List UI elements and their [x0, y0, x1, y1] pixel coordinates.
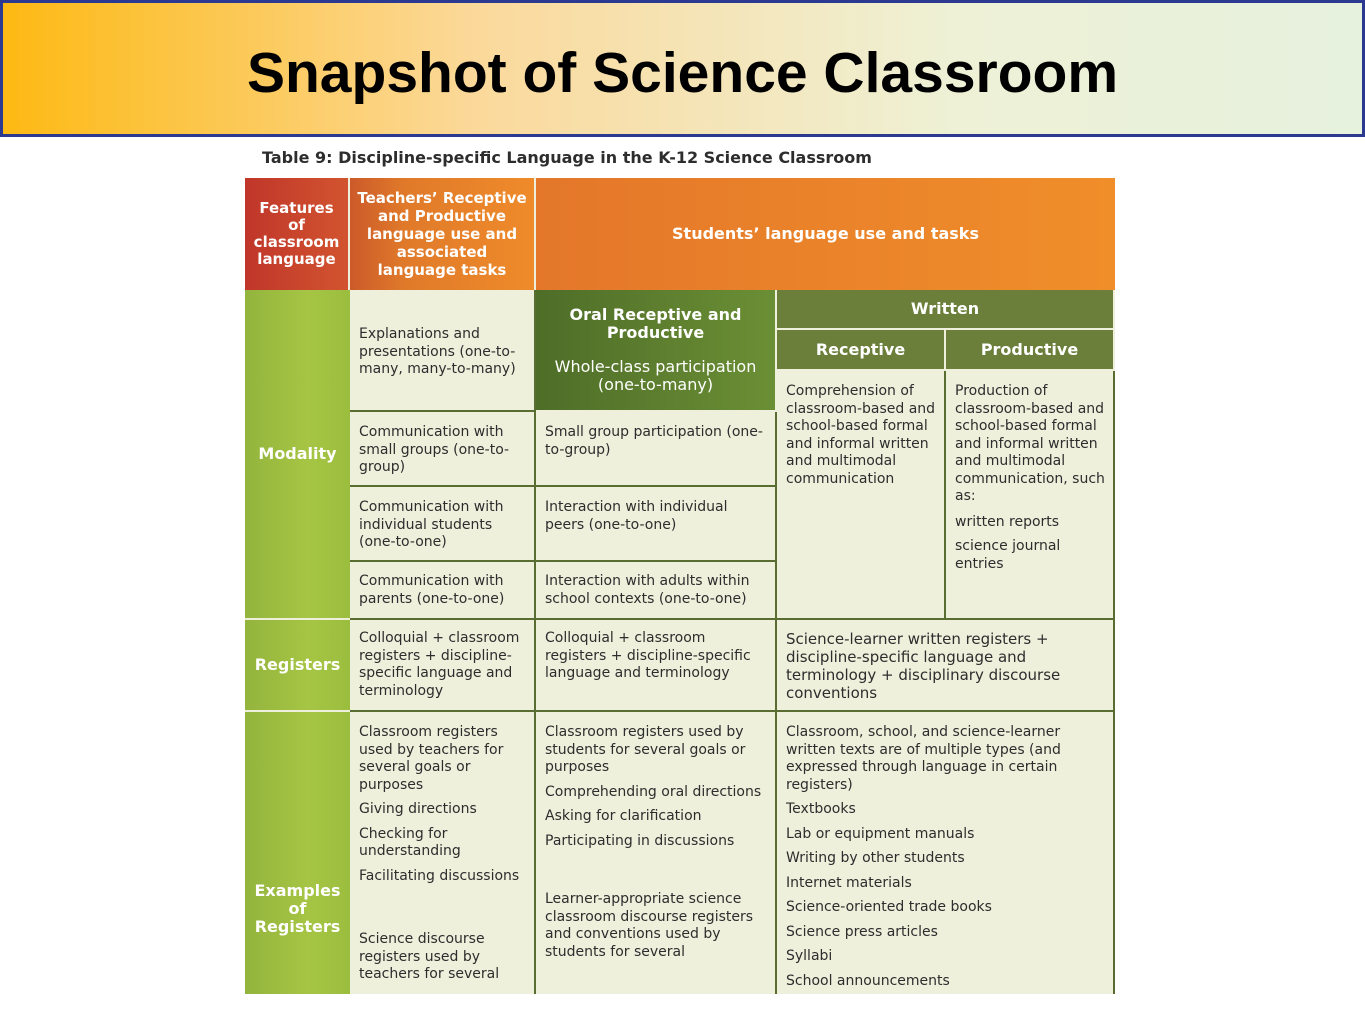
examples-written-item: Writing by other students	[786, 850, 965, 866]
examples-written-item: School announcements	[786, 972, 950, 989]
productive-item: science journal entries	[955, 538, 1061, 572]
modality-oral-2: Interaction with individual peers (one-to-one)	[536, 487, 777, 562]
header-teachers: Teachers’ Receptive and Productive language use and associated language tasks	[350, 178, 536, 290]
examples-teacher-item: Science discourse registers used by teachers for several	[359, 931, 500, 982]
examples-oral-item: Asking for clarification	[545, 808, 702, 824]
examples-written-item: Science-oriented trade books	[786, 899, 992, 915]
examples-oral	[536, 712, 777, 994]
examples-written-item: Syllabi	[786, 948, 833, 964]
examples-written	[777, 712, 1115, 994]
registers-written: Science-learner written registers + discipline-specific language and terminology + disciplinary discourse conventions	[777, 620, 1115, 712]
examples-oral-item: Comprehending oral directions	[545, 783, 762, 800]
modality-oral-1: Small group participation (one-to-group)	[536, 412, 777, 487]
examples-written-item: Lab or equipment manuals	[786, 825, 975, 842]
examples-teacher-item: Checking for understanding	[359, 825, 461, 859]
modality-written-receptive: Comprehension of classroom-based and school-based formal and informal written and multimodal communication	[777, 371, 946, 620]
modality-teacher-1: Explanations and presentations (one-to-many, many-to-many)	[350, 290, 536, 412]
header-receptive: Receptive	[777, 330, 946, 371]
table-caption: Table 9: Discipline-specific Language in the K-12 Science Classroom	[262, 148, 872, 167]
examples-written-item: Internet materials	[786, 874, 912, 891]
registers-teacher: Colloquial + classroom registers + discipline-specific language and terminology	[350, 620, 536, 712]
oral-title: Oral Receptive and Productive	[569, 305, 742, 342]
header-written: Written	[777, 290, 1115, 330]
modality-oral-3: Interaction with adults within school contexts (one-to-one)	[536, 562, 777, 620]
examples-teacher-item: Giving directions	[359, 801, 477, 817]
productive-intro: Production of classroom-based and school-based formal and informal written and multimodal communication, such as:	[955, 383, 1105, 504]
examples-teacher-item: Facilitating discussions	[359, 867, 520, 884]
row-label-registers: Registers	[245, 620, 350, 712]
header-productive: Productive	[946, 330, 1115, 371]
oral-subtitle: Whole-class participation (one-to-many)	[554, 357, 757, 394]
examples-teacher-item: Classroom registers used by teachers for several goals or purposes	[359, 724, 504, 793]
registers-oral: Colloquial + classroom registers + discipline-specific language and terminology	[536, 620, 777, 712]
modality-teacher-3: Communication with individual students (one-to-one)	[350, 487, 536, 562]
examples-oral-item: Learner-appropriate science classroom discourse registers and conventions used by students for several	[545, 891, 754, 960]
examples-teacher	[350, 712, 536, 994]
modality-teacher-4: Communication with parents (one-to-one)	[350, 562, 536, 620]
modality-written-productive	[946, 371, 1115, 620]
productive-item: written reports	[955, 513, 1060, 530]
examples-written-item: Textbooks	[786, 801, 856, 817]
row-label-examples: Examples of Registers	[245, 712, 350, 994]
header-features: Features of classroom language	[245, 178, 350, 290]
examples-written-item: Science press articles	[786, 923, 938, 940]
modality-teacher-2: Communication with small groups (one-to-group)	[350, 412, 536, 487]
row-label-modality: Modality	[245, 290, 350, 620]
header-students: Students’ language use and tasks	[536, 178, 1115, 290]
examples-oral-item: Participating in discussions	[545, 832, 735, 849]
header-oral	[536, 290, 777, 412]
title-banner	[0, 0, 1365, 137]
examples-oral-item: Classroom registers used by students for several goals or purposes	[545, 724, 746, 775]
slide-title: Snapshot of Science Classroom	[246, 41, 1119, 105]
examples-written-item: Classroom, school, and science-learner written texts are of multiple types (and expressed through language in certain registers)	[786, 724, 1061, 793]
